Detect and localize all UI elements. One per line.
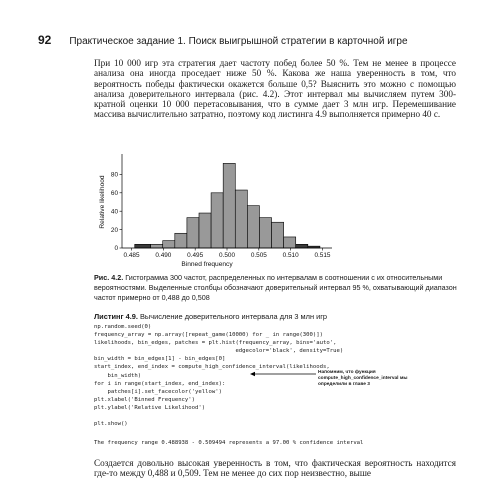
running-title: Практическое задание 1. Поиск выигрышной стратегии в карточной игре <box>69 36 408 47</box>
histogram-bar <box>272 222 284 248</box>
histogram-bar <box>259 218 271 248</box>
histogram-bar <box>223 163 235 248</box>
y-axis-label: Relative likelihood <box>99 175 106 229</box>
figure-caption-text: Гистограмма 300 частот, распределенных по интервалам в соотношении с их относительными вероятностями. Выделенные столбцы обозначают доверительный интервал 95 %, охватывающий диапазон частот примерно от 0,488 до 0,508 <box>94 273 457 302</box>
listing-label: Листинг 4.9. <box>94 312 138 321</box>
figure-caption <box>94 273 459 303</box>
histogram-bar <box>211 193 223 248</box>
code-listing: np.random.seed(0) frequency_array = np.array([repeat_game(10000) for _ in range(300)]) likelihoods, bin_edges, patches = plt.hist(frequency_array, bins='auto', edgecolor='black', density=True) bin_width = bin_edges[1] - bin_edges[0] start_index, end_index = compute_high_confidence_interval(likelihoods, bin_width) for i in range(start_index, end_index): patches[i].set_facecolor('yellow') plt.xlabel('Binned Frequency') plt.ylabel('Relative Likelihood') plt.show() <box>94 324 344 428</box>
histogram-bar <box>296 244 308 248</box>
x-tick-label: 0.485 <box>123 252 140 259</box>
x-tick-label: 0.515 <box>314 252 331 259</box>
y-tick-label: 80 <box>110 171 118 179</box>
listing-title-text: Вычисление доверительного интервала для 3 млн игр <box>140 312 328 321</box>
page-header <box>38 31 478 47</box>
figure-label: Рис. 4.2. <box>94 273 124 282</box>
x-tick-label: 0.490 <box>155 252 172 259</box>
code-annotation: Напомним, что функция compute_high_confidence_interval мы определили в главе 3 <box>318 370 408 387</box>
x-tick-label: 0.500 <box>219 252 235 259</box>
program-output: The frequency range 0.488938 - 0.509494 represents a 97.00 % confidence interval <box>94 440 364 446</box>
histogram-bar <box>187 218 199 248</box>
listing-title <box>94 312 459 321</box>
histogram-bar <box>175 233 187 248</box>
histogram-bar <box>135 244 151 248</box>
y-tick-label: 40 <box>110 208 118 216</box>
histogram-bar <box>235 190 247 248</box>
histogram-bar <box>199 213 211 248</box>
x-tick-label: 0.510 <box>282 252 299 259</box>
x-tick-label: 0.505 <box>250 252 267 259</box>
y-tick-label: 0 <box>114 245 118 253</box>
body-paragraph-final: Создается довольно высокая уверенность в том, что фактическая вероятность находится где-то между 0,488 и 0,509. Тем не менее до сих пор неизвестно, выше <box>94 458 456 479</box>
x-axis-label: Binned frequency <box>181 261 233 268</box>
page-number: 92 <box>38 33 52 47</box>
histogram-bar <box>151 244 163 248</box>
x-tick-label: 0.495 <box>187 252 204 259</box>
y-tick-label: 60 <box>110 190 118 197</box>
body-paragraph: При 10 000 игр эта стратегия дает частоту побед более 50 %. Тем не менее в процессе анализа она иногда проседает ниже 50 %. Какова же наша уверенность в том, что вероятность победы фактически окажется больше 0,5? Выяснить это можно с помощью анализа доверительного интервала (рис. 4.2). Этот интервал мы вычисляем путем 300-кратной оценки 10 000 перетасовывания, что в сумме дает 3 млн игр. Перемешивание массива вычислительно затратно, поэтому код листинга 4.9 выполняется примерно 40 с. <box>94 58 456 120</box>
annotation-arrow <box>250 370 320 380</box>
histogram-bar <box>163 241 175 248</box>
y-tick-label: 20 <box>110 226 118 234</box>
histogram-bar <box>247 206 259 248</box>
histogram-figure <box>92 150 342 268</box>
histogram-bar <box>284 237 296 248</box>
